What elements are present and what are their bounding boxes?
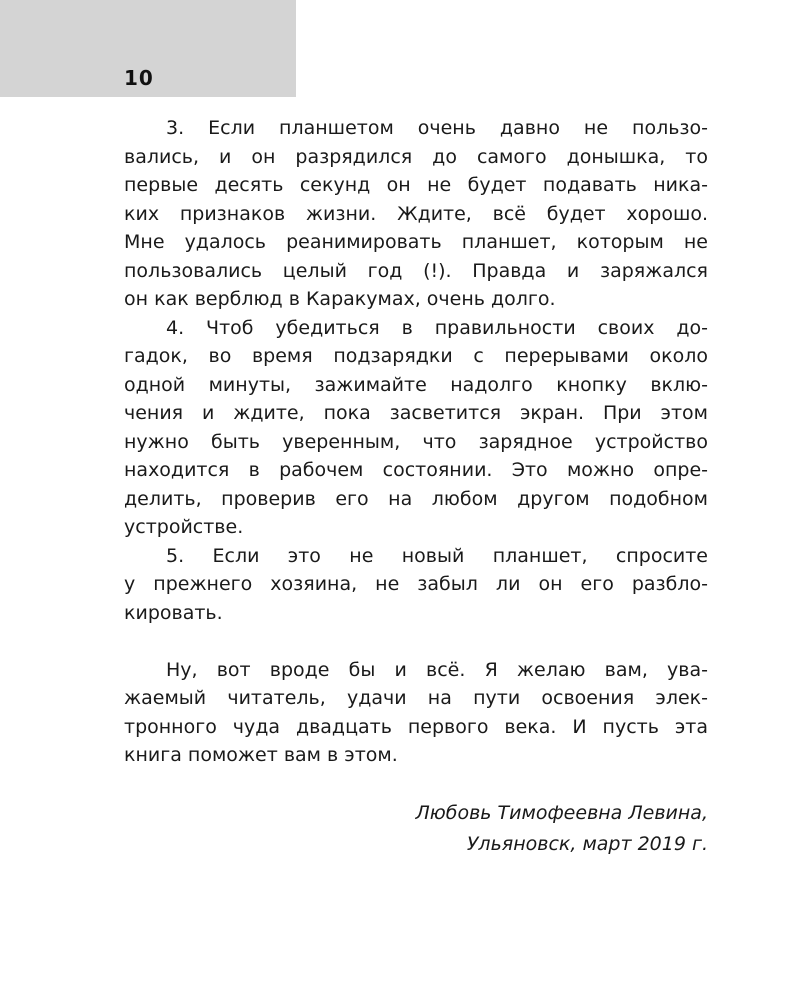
page-number: 10: [124, 66, 154, 90]
text-line: он как верблюд в Каракумах, очень долго.: [124, 288, 556, 310]
signature: [415, 798, 708, 860]
text-line: 3. Если планшетом очень давно не пользо-: [166, 117, 708, 139]
text-line: жаемый читатель, удачи на пути освоения элек-: [124, 687, 708, 709]
text-line: чения и ждите, пока засветится экран. При этом: [124, 402, 708, 424]
text-line: первые десять секунд он не будет подавать ника-: [124, 174, 708, 196]
paragraph-item-4: [124, 314, 708, 542]
text-line: кировать.: [124, 601, 223, 624]
text-line: находится в рабочем состоянии. Это можно опре-: [124, 459, 708, 481]
text-line: 4. Чтоб убедиться в правильности своих до-: [166, 316, 708, 339]
text-line: гадок, во время подзарядки с перерывами около: [124, 345, 708, 367]
paragraph-item-3: [124, 114, 708, 314]
text-line: одной минуты, зажимайте надолго кнопку вклю-: [124, 373, 708, 396]
text-line: нужно быть уверенным, что зарядное устройство: [124, 430, 708, 453]
text-line: делить, проверив его на любом другом подобном: [124, 487, 708, 510]
text-line: книга поможет вам в этом.: [124, 744, 398, 766]
paragraph-closing: [124, 656, 708, 770]
paragraph-item-5: [124, 542, 708, 628]
text-line: пользовались целый год (!). Правда и заряжался: [124, 259, 708, 282]
text-line: Мне удалось реанимировать планшет, которым не: [124, 231, 708, 253]
text-line: у прежнего хозяина, не забыл ли он его разбло-: [124, 573, 708, 595]
text-line: тронного чуда двадцать первого века. И пусть эта: [124, 715, 708, 738]
text-line: вались, и он разрядился до самого донышка, то: [124, 145, 708, 168]
text-line: 5. Если это не новый планшет, спросите: [166, 544, 708, 567]
signature-place-date: Ульяновск, март 2019 г.: [466, 833, 708, 855]
text-line: ких признаков жизни. Ждите, всё будет хорошо.: [124, 202, 708, 225]
text-line: Ну, вот вроде бы и всё. Я желаю вам, ува-: [166, 658, 708, 681]
text-line: устройстве.: [124, 516, 244, 538]
body-text: [124, 114, 708, 770]
signature-author: Любовь Тимофеевна Левина,: [415, 802, 708, 824]
paragraph-spacer: [124, 627, 708, 656]
